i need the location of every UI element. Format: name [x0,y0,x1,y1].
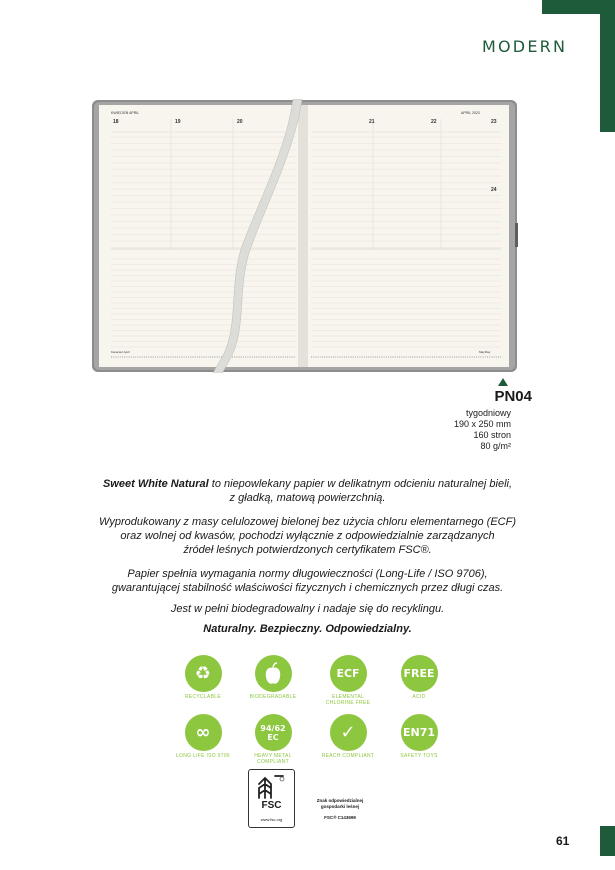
planner-day-number: 19 [175,119,181,125]
acid-free-icon [401,655,438,692]
planner-left-footer: Kwiecień April [111,350,130,354]
planner-day-number: 23 [491,119,497,125]
acid-free-glyph: FREE [403,667,435,680]
planner-day-number: 20 [237,119,243,125]
long-life-label: LONG LIFE ISO 9706 [175,753,231,759]
description-p1: Sweet White Natural to niepowlekany papier w delikatnym odcieniu naturalnej bieli, [102,478,513,490]
en71-glyph: EN71 [402,726,436,739]
description-p2-line3: źródeł leśnych potwierdzonych certyfikatem FSC®. [183,544,432,556]
description-p4: Jest w pełni biodegradowalny i nadaje się do recyklingu. [170,603,445,615]
planner-right-header: APRIL 2023 [461,111,480,115]
fsc-logo-text: FSC [261,800,282,811]
planner-day-number: 22 [431,119,437,125]
biodegradable-icon [255,655,292,692]
fsc-logo [248,769,295,828]
description-p3-line2: gwarantującej stabilność właściwości fizycznych i chemicznych przez długi czas. [111,582,504,594]
fsc-site: www.fsc.org [260,817,283,822]
en71-icon [401,714,438,751]
description-p2-line1: Wyprodukowany z masy celulozowej bielonej bez użycia chloru elementarnego (ECF) [99,516,516,528]
fsc-code: FSC® C143699 [324,815,356,820]
reach-glyph: ✓ [340,722,356,743]
heavy-metal-label: HEAVY METAL COMPLIANT [254,753,292,765]
planner-image [91,99,518,373]
spec-type: tygodniowy [465,408,511,418]
recyclable-badge [173,655,233,700]
recyclable-glyph: ♻ [194,663,212,684]
product-code: PN04 [494,388,532,405]
planner-day-number: 18 [113,119,119,125]
planner-left-header: KWIECIEŃ APRIL [111,111,140,115]
heavy-metal-glyph: 94/62 EC [260,723,286,742]
page-number: 61 [556,834,570,848]
corner-tab-side [600,14,615,132]
biodegradable-label: BIODEGRADABLE [249,694,297,700]
corner-tab-bottom [600,826,615,856]
heavy-metal-badge [243,714,303,765]
reach-label: REACH COMPLIANT [321,753,375,759]
fsc-line2: gospodarki leśnej [320,804,360,809]
planner-day-number: 21 [369,119,375,125]
page-title: MODERN [482,37,568,56]
reach-icon [330,714,367,751]
acid-free-label: ACID [412,694,426,700]
paper-name: Sweet White Natural [102,478,209,490]
planner-day-number: 24 [491,187,497,193]
en71-label: SAFETY TOYS [400,753,438,759]
spec-size: 190 x 250 mm [453,419,511,429]
heavy-metal-icon [255,714,292,751]
acid-free-badge [389,655,449,700]
biodegradable-badge [243,655,303,700]
description-p2-line2: oraz wolnej od kwasów, pochodzi wyłącznie z odpowiedzialnie zarządzanych [120,530,495,542]
corner-tab-top [542,0,615,14]
spec-pages: 160 stron [473,430,511,440]
fsc-line1: Znak odpowiedzialnej [316,798,364,803]
pointer-triangle-icon [498,378,508,386]
spec-weight: 80 g/m² [480,441,511,451]
ecf-label: ELEMENTAL CHLORINE FREE [325,694,371,706]
long-life-badge [173,714,233,759]
long-life-glyph: ∞ [195,722,211,743]
planner-right-footer: Maj May [479,350,491,354]
recyclable-label: RECYCLABLE [184,694,222,700]
ecf-badge [318,655,378,706]
description-p1-line2: z gładką, matową powierzchnią. [229,492,386,504]
recyclable-icon [185,655,222,692]
long-life-icon [185,714,222,751]
en71-badge [389,714,449,759]
description-tagline: Naturalny. Bezpieczny. Odpowiedzialny. [203,623,412,635]
ecf-glyph: ECF [336,667,360,680]
ecf-icon [330,655,367,692]
reach-badge [318,714,378,759]
description-p3-line1: Papier spełnia wymagania normy długowieczności (Long-Life / ISO 9706), [127,568,488,580]
